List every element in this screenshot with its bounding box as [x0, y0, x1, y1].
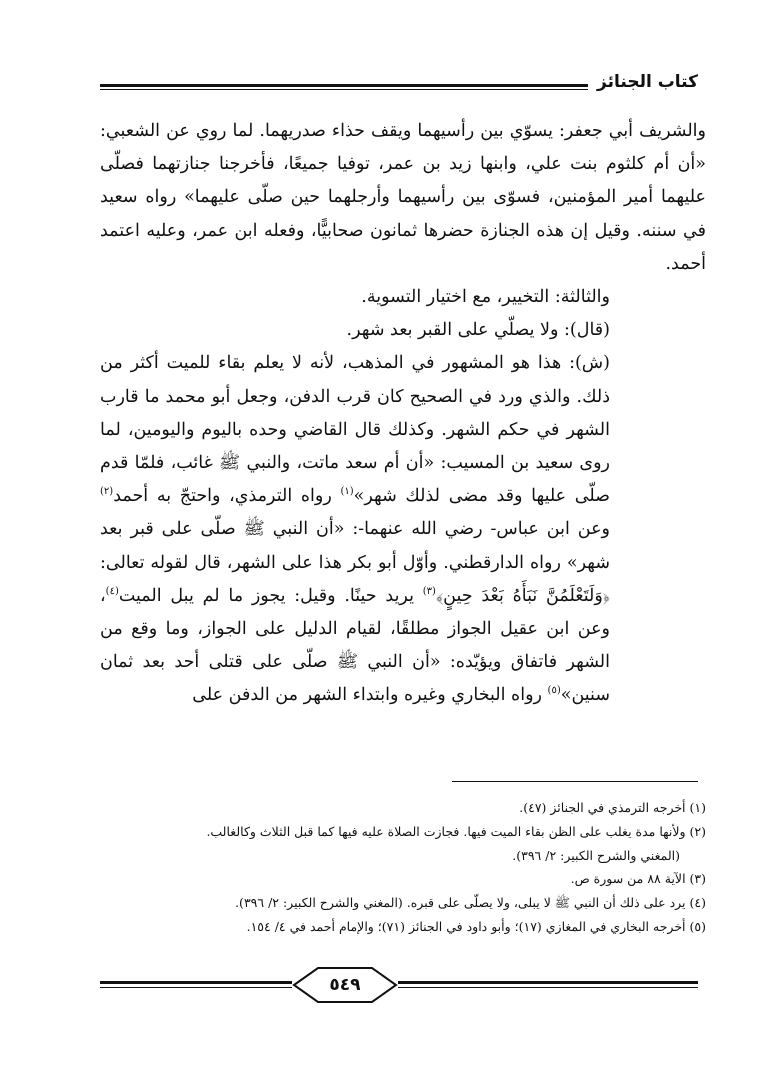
- footnote-2: (٢) ولأنها مدة يغلب على الظن بقاء الميت فيها. فجازت الصلاة عليه فيها كما قبل الثلاث وكالغالب.: [206, 823, 706, 839]
- paragraph-4-text-d: يريد حينًا. وقيل: يجوز ما لم يبل الميت: [118, 585, 423, 606]
- paragraph-1: والشريف أبي جعفر: يسوّي بين رأسيهما ويقف حذاء صدريهما. لما روي عن الشعبي: «أن أم كلثوم بنت علي، وابنها زيد بن عمر، توفيا جميعًا، فأخرجنا جنازتهما فصلّى عليهما أمير المؤمنين، فسوّى بين رأسيهما وأرجلهما حين صلّى عليهما» رواه سعيد في سننه. وقيل إن هذه الجنازة حضرها ثمانون صحابيًّا، وفعله ابن عمر، وعليه اعتمد أحمد.: [100, 121, 706, 274]
- footnote-1: (١) أخرجه الترمذي في الجنائز (٤٧).: [519, 800, 706, 815]
- footnote-ref-2: (٢): [100, 486, 114, 498]
- page-number-frame: [292, 966, 398, 1004]
- paragraph-2: والثالثة: التخيير، مع اختيار التسوية.: [361, 287, 610, 308]
- footnote-separator: [452, 781, 698, 782]
- footer-rule-left: [100, 981, 292, 984]
- footer-rule-right-thin: [398, 987, 698, 988]
- footnote-ref-1: (١): [340, 486, 354, 498]
- header-rule: [100, 84, 588, 87]
- running-header: [100, 70, 698, 94]
- footer-rule-left-thin: [100, 987, 292, 988]
- footnote-ref-3: (٣): [422, 586, 436, 598]
- footnote-ref-5: (٥): [547, 685, 561, 697]
- page-footer: [100, 966, 698, 1006]
- footer-rule-right: [398, 981, 698, 984]
- header-title: كتاب الجنائز: [591, 70, 698, 94]
- paragraph-4: [100, 347, 706, 712]
- main-text: [100, 115, 706, 713]
- footnote-4: (٤) يرد على ذلك أن النبي ﷺ لا يبلى، ولا يصلّى على قبره. (المغني والشرح الكبير: ٢/ ٣٩٦).: [235, 895, 706, 911]
- paragraph-4-text-a: (ش): هذا هو المشهور في المذهب، لأنه لا يعلم بقاء للميت أكثر من ذلك. والذي ورد في الصحيح كان قرب الدفن، وجعل أبو محمد ما قارب الشهر في حكم الشهر. وكذلك قال القاضي وحده باليوم واليومين، لما روى سعيد بن المسيب: «أن أم سعد ماتت، والنبي ﷺ غائب، فلمّا قدم صلّى عليها وقد مضى لذلك شهر»: [100, 353, 610, 507]
- footnote-5: (٥) أخرجه البخاري في المغازي (١٧)؛ وأبو داود في الجنائز (٧١)؛ والإمام أحمد في ٤/ ١٥٤.: [246, 918, 706, 934]
- paragraph-4-text-e: ، وعن ابن عقيل الجواز مطلقًا، لقيام الدليل على الجواز، وما وقع من الشهر فاتفاق ويؤيّده: «أن النبي ﷺ صلّى على قتلى أحد بعد ثمان سنين»: [100, 585, 610, 706]
- footnote-3: (٣) الآية ٨٨ من سورة ص.: [570, 871, 706, 887]
- paragraph-4-text-c: وعن ابن عباس- رضي الله عنهما-: «أن النبي ﷺ صلّى على قبر بعد شهر» رواه الدارقطني. وأوّل أبو بكر هذا على الشهر، قال لقوله تعالى: ﴿وَلَتَعْلَمُنَّ نَبَأَهُ بَعْدَ حِينٍ﴾: [100, 519, 610, 606]
- footnote-2-continued: (المغني والشرح الكبير: ٢/ ٣٩٦).: [512, 847, 680, 863]
- paragraph-4-text-b: رواه الترمذي، واحتجّ به أحمد: [113, 486, 341, 507]
- footnotes: [100, 796, 706, 939]
- page-number: ٥٤٩: [329, 975, 361, 995]
- paragraph-4-text-f: رواه البخاري وغيره وابتداء الشهر من الدفن على: [192, 685, 548, 706]
- header-rule-thin: [100, 89, 588, 90]
- paragraph-3: (قال): ولا يصلّي على القبر بعد شهر.: [346, 320, 610, 341]
- footnote-ref-4: (٤): [105, 586, 119, 598]
